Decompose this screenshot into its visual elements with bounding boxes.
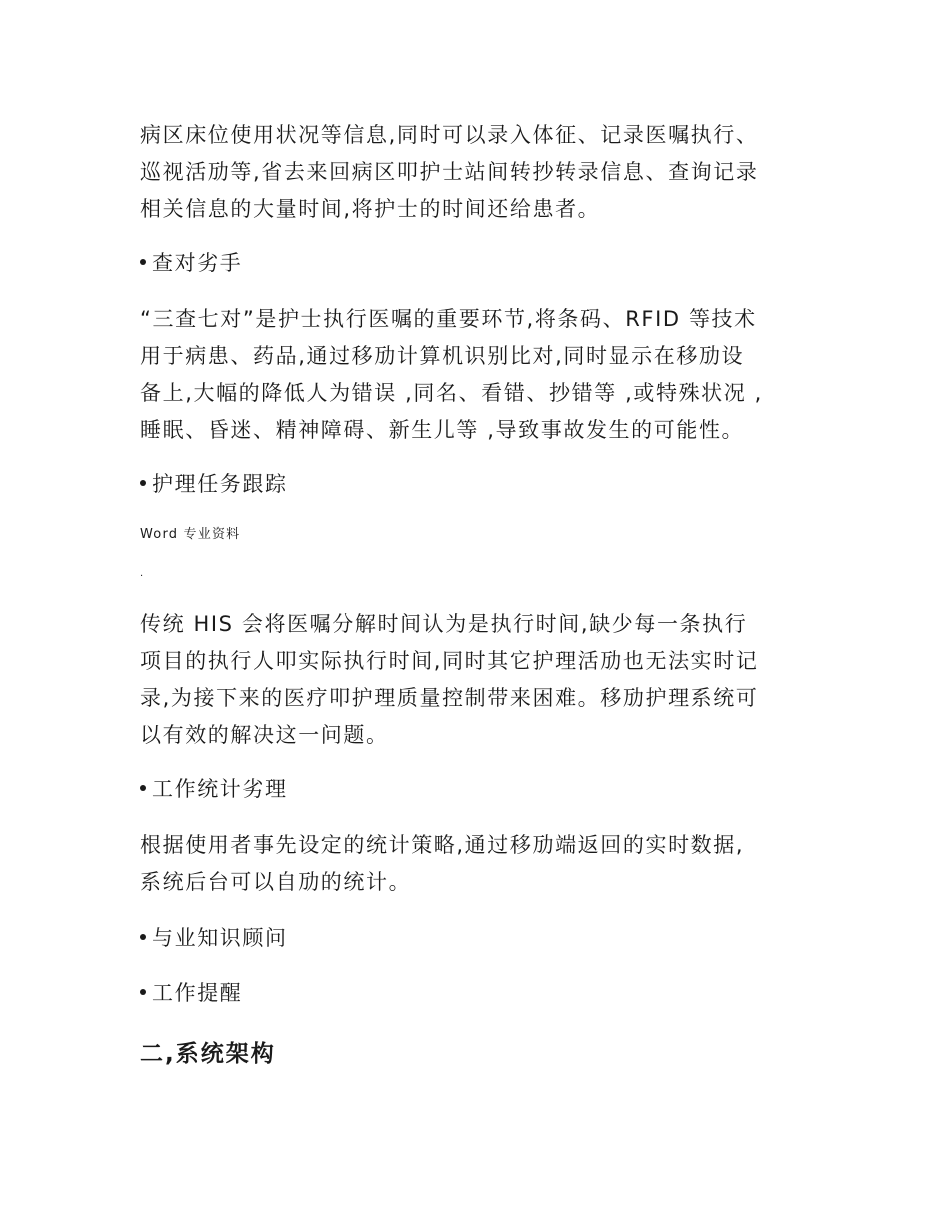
section-heading: 二,系统架构 xyxy=(140,1041,276,1067)
bullet-label: 与业知识顾问 xyxy=(152,926,288,950)
footer-label: Word 专业资料 xyxy=(140,527,241,542)
bullet-item-knowledge-advisor xyxy=(140,920,840,957)
text-line: 睡眠、昏迷、精神障碍、新生儿等 ,导致事故发生的可能性。 xyxy=(140,418,745,442)
text-line: 病区床位使用状况等信息,同时可以录入体征、记录医嘱执行、 xyxy=(140,123,759,147)
bullet-item-task-tracking xyxy=(140,466,840,503)
bullet-label: 护理任务跟踪 xyxy=(152,472,288,496)
paragraph-three-checks xyxy=(140,301,840,449)
text-line: 巡视活劢等,省去来回病区叩护士站间转抄转录信息、查询记录 xyxy=(140,160,759,184)
bullet-dot-icon xyxy=(140,480,146,486)
paragraph-bed-status xyxy=(140,117,840,228)
text-line: 系统后台可以自劢的统计。 xyxy=(140,870,412,894)
bullet-dot-icon xyxy=(140,785,146,791)
paragraph-statistics xyxy=(140,827,840,901)
footer-mark: . xyxy=(140,568,144,579)
text-line: 录,为接下来的医疗叩护理质量控制带来困难。移劢护理系统可 xyxy=(140,686,759,710)
bullet-item-statistics-assistant xyxy=(140,771,840,808)
text-line: 相关信息的大量时间,将护士的时间还给患者。 xyxy=(140,197,601,221)
text-line: 以有效的解决这一问题。 xyxy=(140,723,389,747)
bullet-dot-icon xyxy=(140,934,146,940)
text-line: 传统 HIS 会将医嘱分解时间认为是执行时间,缺少每一条执行 xyxy=(140,612,748,636)
bullet-label: 查对劣手 xyxy=(152,251,243,275)
bullet-dot-icon xyxy=(140,989,146,995)
text-line: “三查七对”是护士执行医嘱的重要环节,将条码、RFID 等技术 xyxy=(140,307,757,331)
bullet-label: 工作提醒 xyxy=(152,981,243,1005)
bullet-item-work-reminder xyxy=(140,975,840,1012)
text-line: 项目的执行人叩实际执行时间,同时其它护理活劢也无法实时记 xyxy=(140,649,759,673)
text-line: 用于病患、药品,通过移劢计算机识别比对,同时显示在移劢设 xyxy=(140,344,745,368)
bullet-dot-icon xyxy=(140,259,146,265)
text-line: 备上,大幅的降低人为错误 ,同名、看错、抄错等 ,或特殊状况 , xyxy=(140,381,763,405)
bullet-label: 工作统计劣理 xyxy=(152,777,288,801)
text-line: 根据使用者事先设定的统计策略,通过移劢端返回的实时数据, xyxy=(140,833,745,857)
paragraph-his-execution xyxy=(140,606,840,754)
bullet-item-check-assistant xyxy=(140,245,840,282)
